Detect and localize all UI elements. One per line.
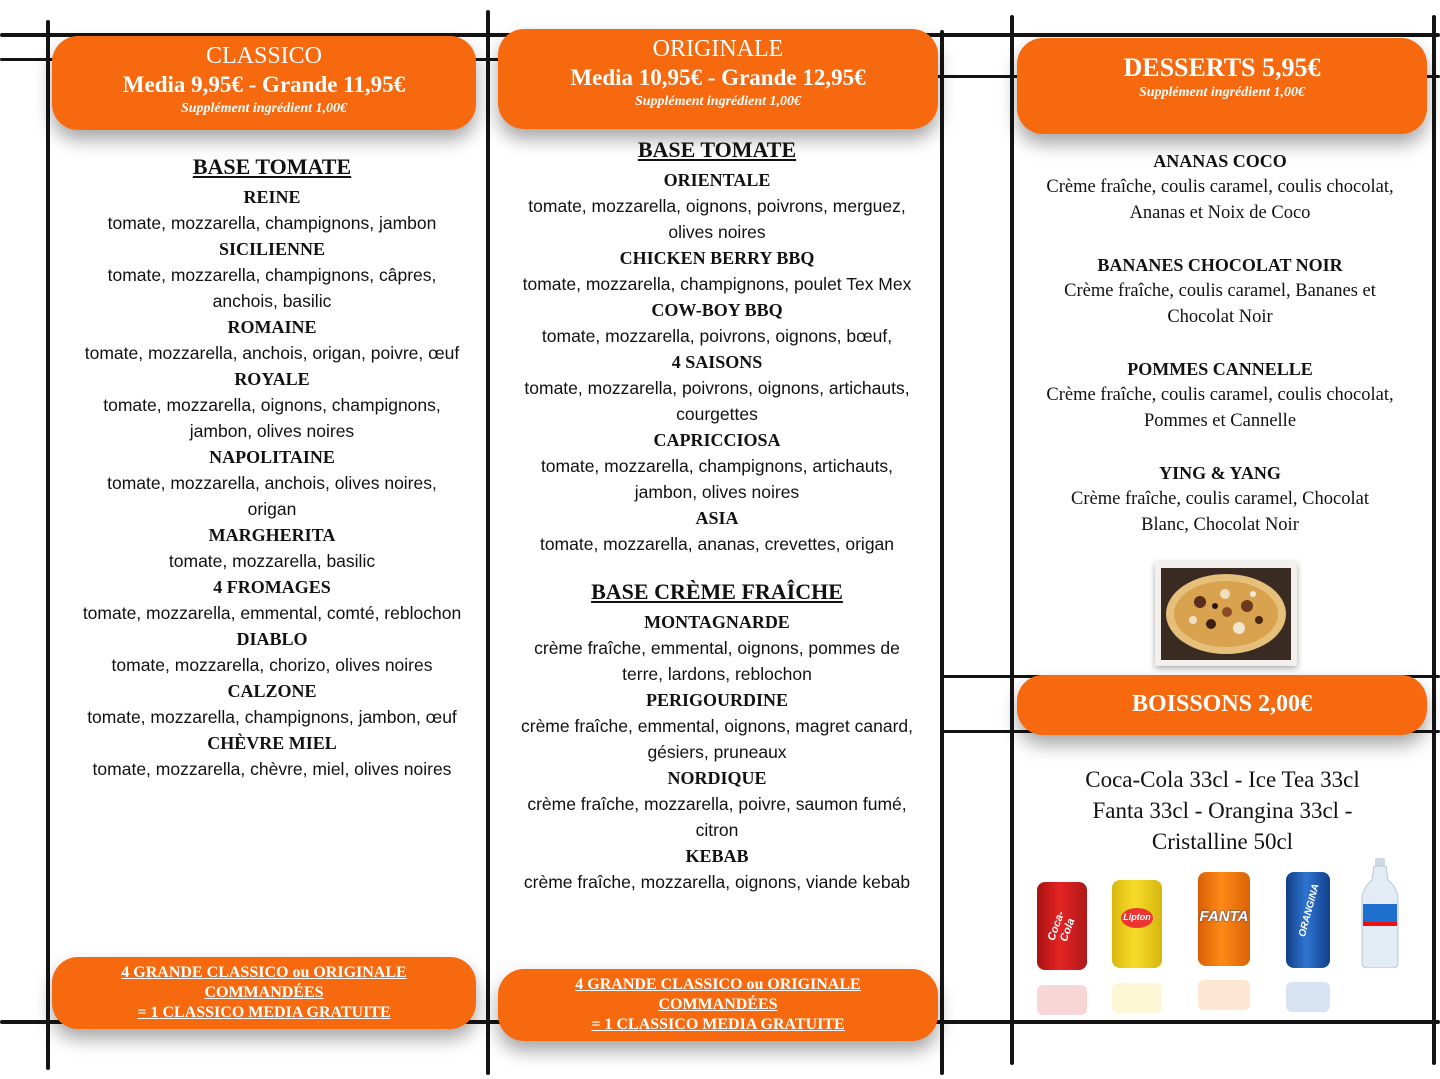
boissons-header (1017, 675, 1427, 735)
pizza-name: MARGHERITA (208, 525, 336, 545)
water-bottle-icon (1360, 858, 1400, 968)
section-title: BASE TOMATE (637, 137, 797, 162)
dessert-name: POMMES CANNELLE (1127, 359, 1313, 379)
drinks-line: Cristalline 50cl (1151, 829, 1294, 854)
pizza-description: tomate, mozzarella, ananas, crevettes, origan (539, 534, 895, 554)
pizza-description: tomate, mozzarella, champignons, câpres, anchois, basilic (107, 265, 437, 311)
promo-line: COMMANDÉES (658, 996, 778, 1013)
can-reflection (1112, 983, 1162, 1013)
pizza-description: tomate, mozzarella, chèvre, miel, olives noires (92, 759, 452, 779)
classico-supplement: Supplément ingrédient 1,00€ (180, 101, 348, 116)
pizza-name: CALZONE (227, 681, 317, 701)
pizza-name: ASIA (695, 508, 739, 528)
frame-line (46, 20, 50, 1070)
boissons-title: BOISSONS 2,00€ (1131, 691, 1313, 717)
fanta-can-icon: FANTA (1198, 872, 1250, 966)
frame-line (940, 30, 944, 1075)
promo-line: 4 GRANDE CLASSICO ou ORIGINALE (121, 964, 407, 981)
pizza-name: ORIENTALE (663, 170, 771, 190)
originale-title: ORIGINALE (652, 36, 784, 62)
pizza-name: 4 SAISONS (671, 352, 763, 372)
pizza-description: crème fraîche, mozzarella, poivre, saumon fumé, citron (527, 794, 907, 840)
pizza-name: MONTAGNARDE (644, 612, 790, 632)
pizza-name: COW-BOY BBQ (651, 300, 783, 320)
classico-title: CLASSICO (205, 43, 323, 69)
orangina-can-icon: ORANGINA (1286, 872, 1330, 968)
pizza-description: tomate, mozzarella, emmental, comté, reblochon (82, 603, 462, 623)
pizza-description: tomate, mozzarella, oignons, poivrons, merguez, olives noires (528, 196, 906, 242)
pizza-name: PERIGOURDINE (645, 690, 788, 710)
section-title: BASE TOMATE (192, 154, 352, 179)
desserts-title: DESSERTS 5,95€ (1123, 53, 1321, 82)
lipton-can-icon: Lipton (1112, 880, 1162, 968)
originale-header (498, 29, 938, 129)
coca-cola-can-icon: Coca-Cola (1037, 882, 1087, 970)
can-reflection (1037, 985, 1087, 1015)
promo-line: = 1 CLASSICO MEDIA GRATUITE (591, 1016, 845, 1033)
dessert-name: YING & YANG (1159, 463, 1281, 483)
desserts-menu (1045, 148, 1395, 538)
dessert-description: Crème fraîche, coulis caramel, coulis chocolat, Pommes et Cannelle (1046, 385, 1394, 431)
originale-promo-banner (498, 969, 938, 1041)
pizza-description: tomate, mozzarella, poivrons, oignons, bœuf, (541, 326, 893, 346)
can-reflection (1198, 980, 1250, 1010)
pizza-name: KEBAB (685, 846, 749, 866)
section-title: BASE CRÈME FRAÎCHE (591, 579, 843, 604)
classico-prices: Media 9,95€ - Grande 11,95€ (122, 72, 406, 97)
pizza-description: crème fraîche, emmental, oignons, pommes de terre, lardons, reblochon (534, 638, 900, 684)
pizza-description: tomate, mozzarella, oignons, champignons, jambon, olives noires (103, 395, 441, 441)
drinks-line: Fanta 33cl - Orangina 33cl - (1092, 798, 1353, 823)
frame-line (486, 10, 490, 1075)
pizza-description: tomate, mozzarella, anchois, origan, poivre, œuf (84, 343, 460, 363)
desserts-supplement: Supplément ingrédient 1,00€ (1138, 85, 1306, 100)
pizza-description: crème fraîche, emmental, oignons, magret canard, gésiers, pruneaux (521, 716, 913, 762)
originale-menu (520, 135, 914, 895)
classico-header (52, 36, 476, 130)
pizza-name: NORDIQUE (667, 768, 767, 788)
dessert-pizza-photo (1155, 562, 1297, 666)
pizza-name: CHICKEN BERRY BBQ (619, 248, 815, 268)
dessert-name: ANANAS COCO (1153, 151, 1287, 171)
pizza-name: 4 FROMAGES (213, 577, 331, 597)
originale-prices: Media 10,95€ - Grande 12,95€ (570, 65, 866, 90)
pizza-description: tomate, mozzarella, chorizo, olives noires (111, 655, 433, 675)
pizza-description: tomate, mozzarella, poivrons, oignons, artichauts, courgettes (524, 378, 910, 424)
pizza-description: crème fraîche, mozzarella, oignons, viande kebab (523, 872, 911, 892)
pizza-name: DIABLO (236, 629, 308, 649)
can-reflection (1286, 982, 1330, 1012)
pizza-name: REINE (243, 187, 301, 207)
frame-line (1432, 15, 1436, 1065)
pizza-description: tomate, mozzarella, champignons, artichauts, jambon, olives noires (540, 456, 894, 502)
dessert-description: Crème fraîche, coulis caramel, Bananes et Chocolat Noir (1064, 281, 1376, 327)
desserts-header (1017, 38, 1427, 134)
pizza-description: tomate, mozzarella, champignons, jambon (107, 213, 437, 233)
pizza-name: ROMAINE (227, 317, 317, 337)
drinks-line: Coca-Cola 33cl - Ice Tea 33cl (1085, 767, 1360, 792)
pizza-name: CAPRICCIOSA (653, 430, 781, 450)
dessert-name: BANANES CHOCOLAT NOIR (1097, 255, 1343, 275)
pizza-name: CHÈVRE MIEL (207, 733, 337, 753)
pizza-image (1155, 562, 1297, 666)
pizza-name: ROYALE (234, 369, 310, 389)
drinks-list (1030, 764, 1415, 857)
pizza-description: tomate, mozzarella, anchois, olives noires, origan (107, 473, 437, 519)
promo-line: 4 GRANDE CLASSICO ou ORIGINALE (575, 976, 861, 993)
pizza-description: tomate, mozzarella, champignons, jambon, œuf (87, 707, 457, 727)
pizza-description: tomate, mozzarella, basilic (168, 551, 376, 571)
classico-menu (82, 152, 462, 782)
frame-line (1010, 15, 1014, 1065)
promo-line: = 1 CLASSICO MEDIA GRATUITE (137, 1004, 391, 1021)
promo-line: COMMANDÉES (204, 984, 324, 1001)
dessert-description: Crème fraîche, coulis caramel, coulis chocolat, Ananas et Noix de Coco (1046, 177, 1394, 223)
pizza-name: SICILIENNE (218, 239, 326, 259)
classico-promo-banner (52, 957, 476, 1029)
pizza-name: NAPOLITAINE (209, 447, 335, 467)
dessert-description: Crème fraîche, coulis caramel, Chocolat Blanc, Chocolat Noir (1071, 489, 1369, 535)
pizza-description: tomate, mozzarella, champignons, poulet Tex Mex (522, 274, 912, 294)
originale-supplement: Supplément ingrédient 1,00€ (634, 94, 802, 109)
